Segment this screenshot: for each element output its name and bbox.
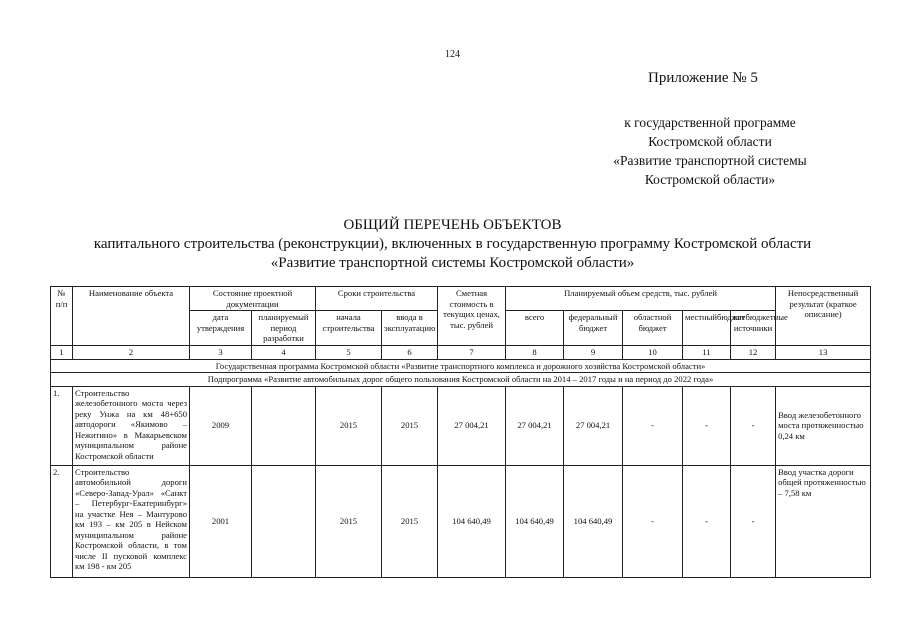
header-estimated-cost: Сметная стоимость в текущих ценах, тыс. рублей: [438, 287, 506, 346]
program-ref-line: Костромской области»: [644, 172, 776, 187]
subprogram-row-label: Подпрограмма «Развитие автомобильных дорог общего пользования Костромской области на 2014 – 2017 годы и на период до 2022 года»: [51, 373, 871, 387]
header-num: № п/п: [51, 287, 73, 346]
result-description: Ввод участка дороги общей протяженностью – 7,58 км: [776, 465, 871, 577]
table-row: [51, 386, 871, 465]
header-approval-date: дата утверждения: [190, 311, 252, 346]
federal-funds: 27 004,21: [564, 386, 623, 465]
column-number: 10: [623, 345, 683, 359]
column-number: 13: [776, 345, 871, 359]
program-row: [51, 359, 871, 373]
column-number: 9: [564, 345, 623, 359]
result-description: Ввод железобетонного моста протяженностью 0,24 км: [776, 386, 871, 465]
column-number: 6: [382, 345, 438, 359]
title-line-main: ОБЩИЙ ПЕРЕЧЕНЬ ОБЪЕКТОВ: [343, 217, 562, 233]
federal-funds: 104 640,49: [564, 465, 623, 577]
header-planned-dev: планируемый период разработки: [252, 311, 316, 346]
regional-funds: -: [623, 465, 683, 577]
header-total: всего: [506, 311, 564, 346]
column-number: 7: [438, 345, 506, 359]
header-result: Непосредственный результат (краткое описание): [776, 287, 871, 346]
objects-table: [50, 286, 871, 578]
column-number: 2: [73, 345, 190, 359]
program-ref-line: Костромской области: [648, 134, 772, 149]
header-local: местныйбюджет: [683, 311, 731, 346]
program-row-label: Государственная программа Костромской области «Развитие транспортного комплекса и дорожного хозяйства Костромской области»: [51, 359, 871, 373]
appendix-label: Приложение № 5: [648, 70, 758, 86]
local-funds: -: [683, 465, 731, 577]
planned-dev: [252, 386, 316, 465]
table-header-row: [51, 287, 871, 311]
commission-year: 2015: [382, 465, 438, 577]
column-number: 12: [731, 345, 776, 359]
row-num: 1.: [51, 386, 73, 465]
subprogram-row: [51, 373, 871, 387]
header-extrabudget: внебюджетные источники: [731, 311, 776, 346]
column-number: 1: [51, 345, 73, 359]
planned-dev: [252, 465, 316, 577]
row-num: 2.: [51, 465, 73, 577]
column-number: 3: [190, 345, 252, 359]
extrabudget-funds: -: [731, 465, 776, 577]
total-funds: 104 640,49: [506, 465, 564, 577]
column-number: 11: [683, 345, 731, 359]
local-funds: -: [683, 386, 731, 465]
start-year: 2015: [316, 386, 382, 465]
header-commission: ввода в эксплуатацию: [382, 311, 438, 346]
program-ref-line: «Развитие транспортной системы: [613, 153, 807, 168]
object-name: Строительство железобетонного моста через реку Унжа на км 48+650 автодороги «Якимово – Нежитино» в Макарьевском муниципальном районе Костромской области: [73, 386, 190, 465]
column-number-row: [51, 345, 871, 359]
commission-year: 2015: [382, 386, 438, 465]
header-name: Наименование объекта: [73, 287, 190, 346]
header-regional: областной бюджет: [623, 311, 683, 346]
title-line-program: «Развитие транспортной системы Костромской области»: [270, 255, 635, 271]
document-title: [0, 216, 905, 273]
approval-date: 2009: [190, 386, 252, 465]
extrabudget-funds: -: [731, 386, 776, 465]
title-line-sub: капитального строительства (реконструкции), включенных в государственную программу Костромской области: [93, 236, 812, 252]
column-number: 5: [316, 345, 382, 359]
header-construction-terms: Сроки строительства: [316, 287, 438, 311]
program-reference: [560, 113, 860, 189]
object-name: Строительство автомобильной дороги «Северо-Запад-Урал» «Санкт – Петербург-Екатеринбург» на участке Нея – Мантурово км 193 – км 205 в Нейском муниципальном районе Костромской области, в том числе II пусковой комплекс км 198 - км 205: [73, 465, 190, 577]
column-number: 8: [506, 345, 564, 359]
estimated-cost: 104 640,49: [438, 465, 506, 577]
regional-funds: -: [623, 386, 683, 465]
header-planned-funds: Планируемый объем средств, тыс. рублей: [506, 287, 776, 311]
header-start: начала строительства: [316, 311, 382, 346]
page-number: 124: [445, 49, 460, 60]
program-ref-line: к государственной программе: [624, 115, 796, 130]
total-funds: 27 004,21: [506, 386, 564, 465]
header-design-state: Состояние проектной документации: [190, 287, 316, 311]
header-federal: федеральный бюджет: [564, 311, 623, 346]
column-number: 4: [252, 345, 316, 359]
estimated-cost: 27 004,21: [438, 386, 506, 465]
table-row: [51, 465, 871, 577]
start-year: 2015: [316, 465, 382, 577]
approval-date: 2001: [190, 465, 252, 577]
